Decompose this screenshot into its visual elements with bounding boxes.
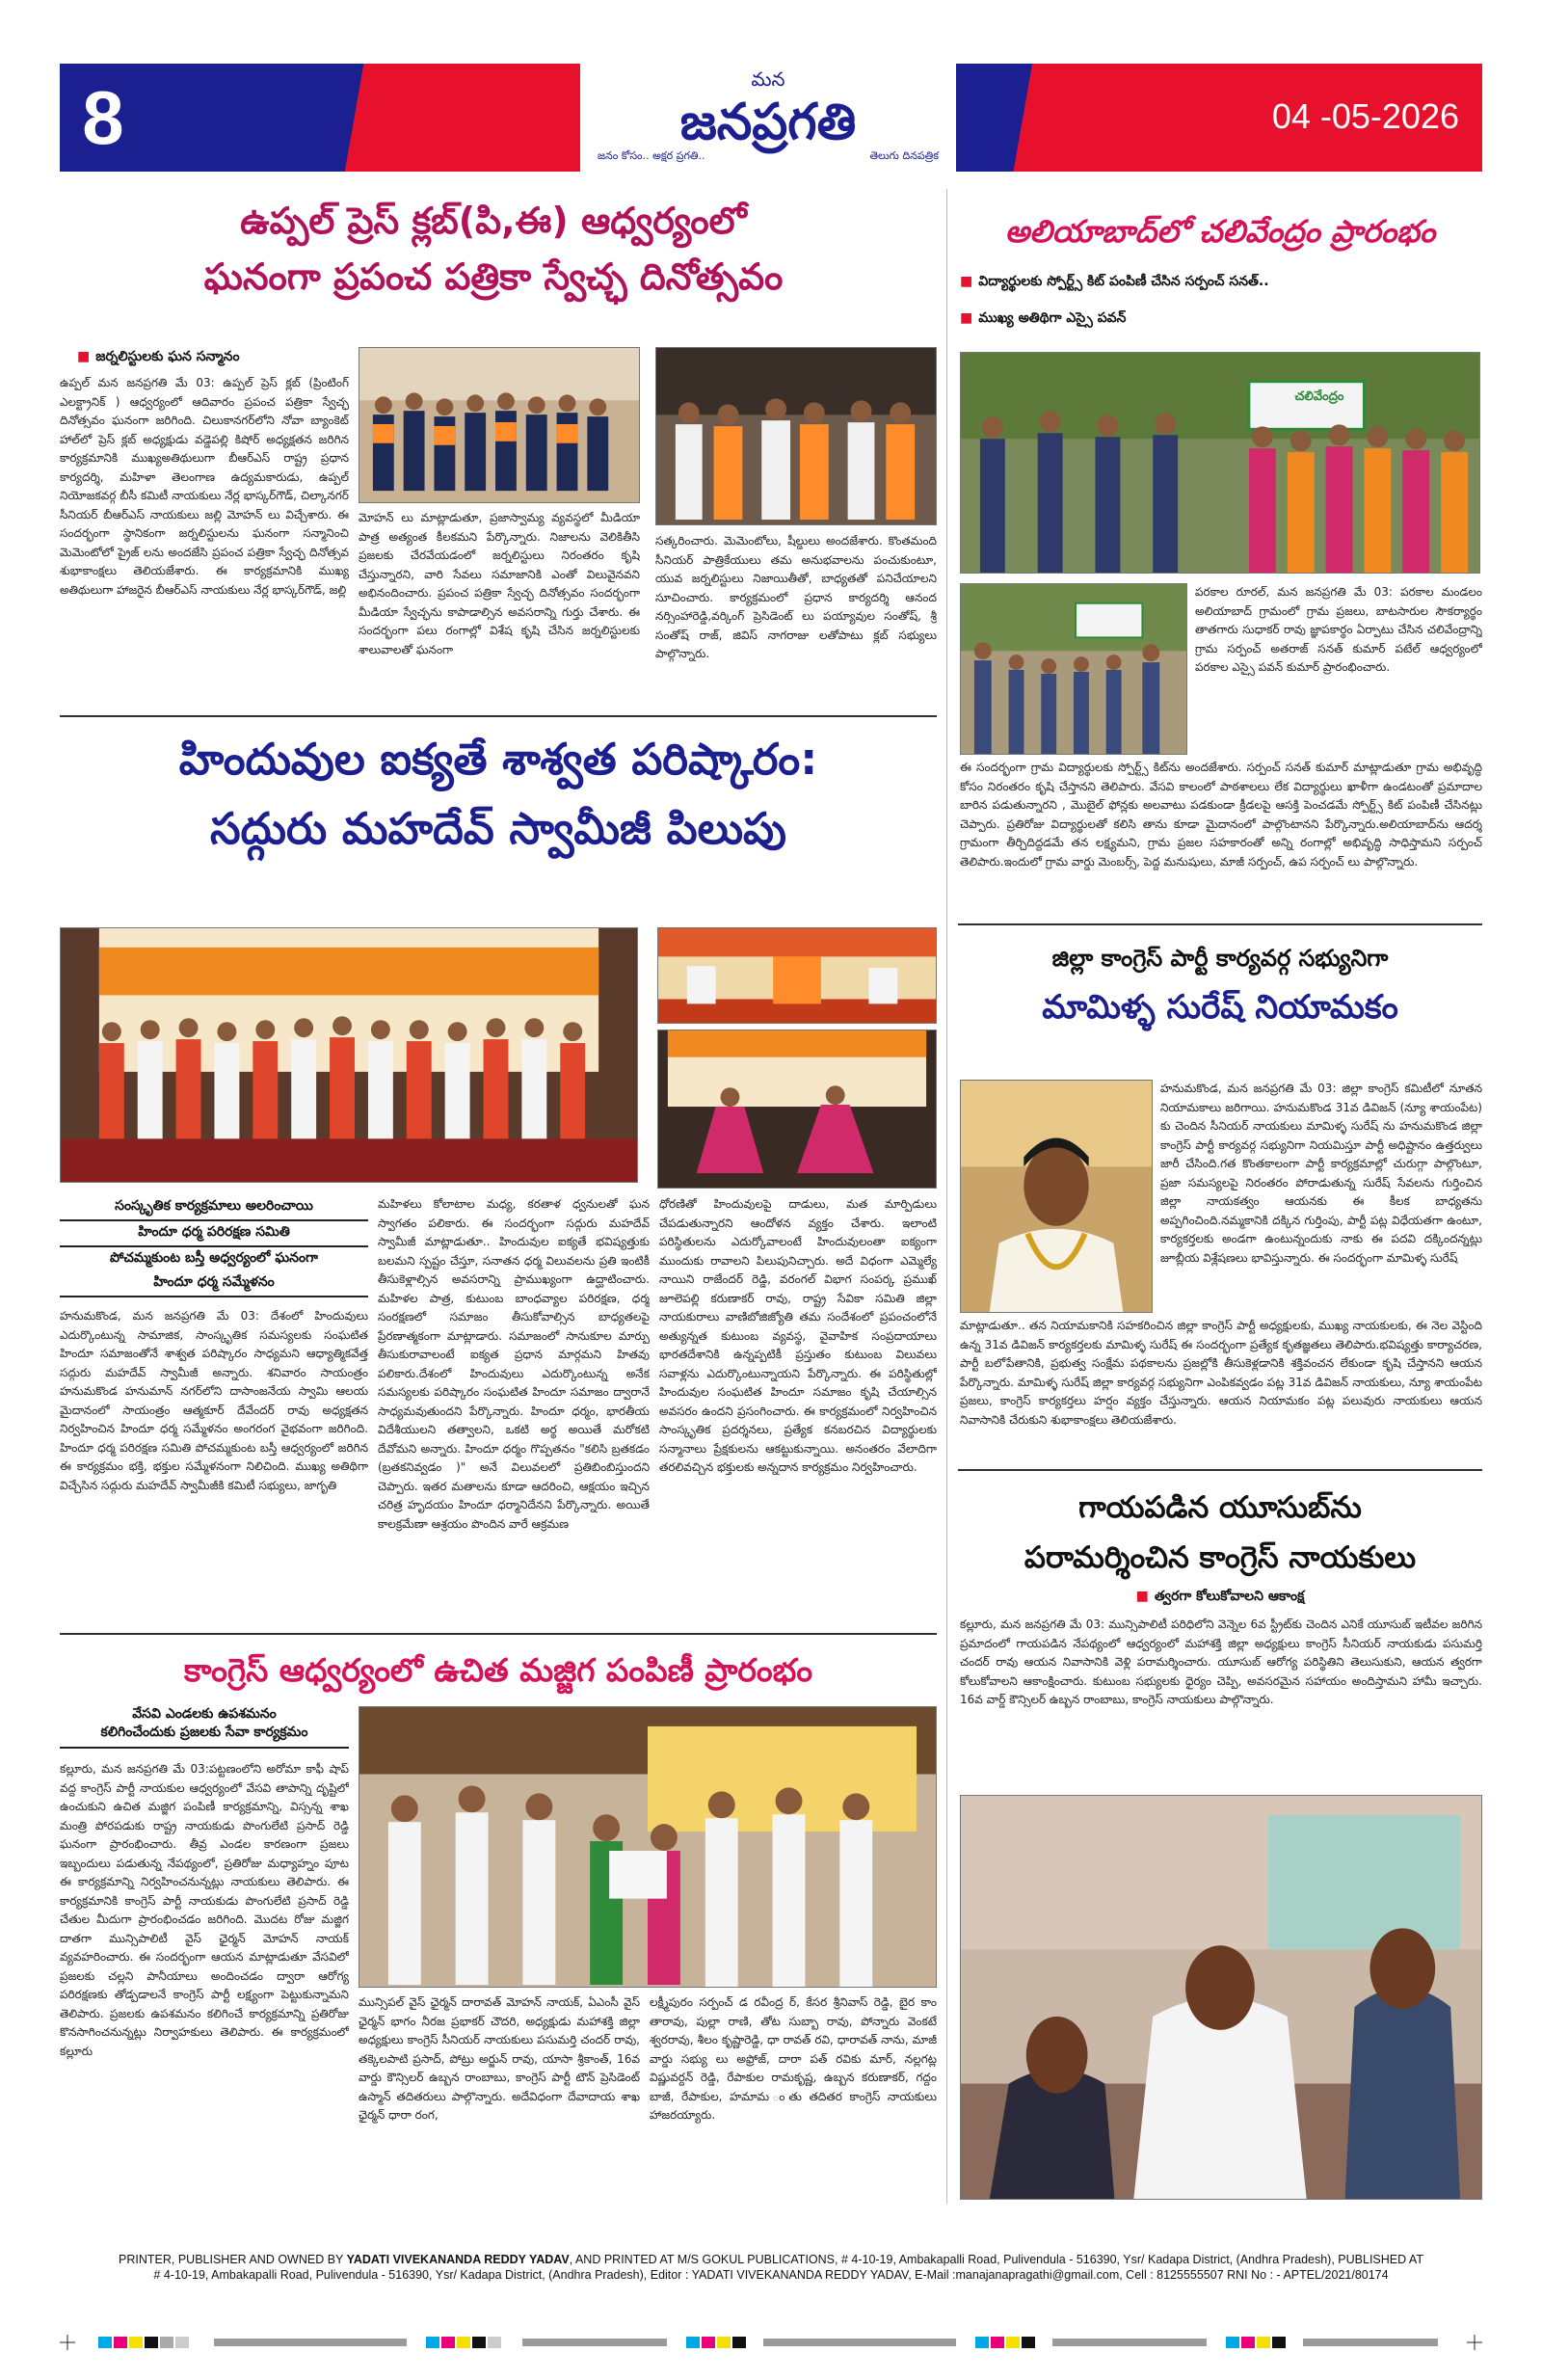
story1-column-2: మోహన్ లు మాట్లాడుతూ, ప్రజాస్వామ్య వ్యవస్థలో మీడియా పాత్ర అత్యంత కీలకమని పేర్కొన్నారు. నిజాలను వెలికితీసి ప్రజలకు చేరవేయడంలో జర్నలిస్టులు నిరంతరం కృషి చేస్తున్నారని, వారి సేవలు సమాజానికి ఎంతో విలువైనవని అభినందించారు. ప్రపంచ పత్రికా స్వేచ్ఛ దినోత్సవం సందర్భంగా మీడియా స్వేచ్ఛను కాపాడాల్సిన అవసరాన్ని గుర్తు చేశారు. ఈ సందర్భంగా పలు రంగాల్లో విశేష కృషి చేసిన జర్నలిస్టులకు శాలువాలతో ఘనంగా (359, 511, 640, 656)
story4-bullet-1: ■ విద్యార్థులకు స్పోర్ట్స్ కిట్ పంపిణీ చేసిన సర్పంచ్ సనత్.. (960, 274, 1269, 289)
story1-column-3: సత్కరించారు. మెమెంటోలు, షీల్డులు అందజేశారు. కొంతమంది సీనియర్ పాత్రికేయులు తమ అనుభవాలను పంచుకుంటూ, యువ జర్నలిస్టులు నిజాయితీతో, బాధ్యతతో పనిచేయాలని సూచించారు. కార్యక్రమంలో ప్రధాన కార్యదర్శి ఆనంద నర్సింహారెడ్డి,వర్కింగ్ ప్రెసిడెంట్ లు పయ్యావుల సంతోష్, శ్రీ సంతోష్ రాజ్, జివిస్ నాగరాజు లతోపాటు క్లబ్ సభ్యులు పాల్గొన్నారు. (655, 534, 937, 660)
logo-tagline-right: తెలుగు దినపత్రిక (869, 149, 939, 162)
imprint-footer (60, 2252, 1482, 2283)
story1-headline-line2: ఘనంగా ప్రపంచ పత్రికా స్వేచ్ఛ దినోత్సవం (203, 255, 784, 298)
story2-subheads (60, 1195, 368, 1297)
bullet-icon: ■ (960, 274, 973, 289)
story4-column-side: పరకాల రూరల్, మన జనప్రగతి మే 03: పరకాల మండలం అలియాబాద్ గ్రామంలో గ్రామ ప్రజలు, బాటసారుల సౌకర్యార్థం తాతగారు సుధాకర్ రావు జ్ఞాపకార్థం ఏర్పాటు చేసిన చలివేంద్రాన్ని గ్రామ సర్పంచ్ అతరాజ్ సనత్ కుమార్ పటేల్ ఆధ్వర్యంలో పరకాల ఎస్సై పవన్ కుమార్ ప్రారంభించారు. (1195, 585, 1482, 674)
masthead (60, 64, 1482, 172)
story4-bullet-2: ■ ముఖ్య అతిథిగా ఎస్సై పవన్ (960, 310, 1127, 326)
story2-headline (60, 725, 937, 864)
logo-tagline (580, 149, 956, 165)
story1-photo-felicitation (655, 347, 937, 525)
story2-photo-dais (657, 927, 937, 1024)
story3-subheads (60, 1706, 349, 1749)
story2-photo-dance (657, 1030, 937, 1189)
story6-headline (958, 1483, 1482, 1583)
story2-column-2: మహిళలు కోలాటాల మధ్య, కరతాళ ధ్వనులతో ఘన స్వాగతం పలికారు. ఈ సందర్భంగా సద్గురు మహదేవ్ స్వామీజీ మాట్లాడుతూ.. హిందువుల ఐక్యతే భవిష్యత్తుకు బలమని స్పష్టం చేస్తూ, సనాతన ధర్మ విలువలను ప్రతి ఇంటికీ తీసుకెళ్లాల్సిన అవసరాన్ని ప్రాముఖ్యంగా ఉద్ఘాటించారు. మహిళల పాత్ర, కుటుంబ బాంధవ్యాల పరిరక్షణ, ధర్మ సంరక్షణలో సమాజం తీసుకోవాల్సిన బాధ్యతలపై ప్రేరణాత్మకంగా మాట్లాడారు. సమాజంలో సానుకూల మార్పు తీసుకురావాలంటే ఐక్యత ప్రధాన మార్గమని హితవు పలికారు.దేశంలో హిందువులు ఎదుర్కొంటున్న అనేక సమస్యలకు పరిష్కారం సంఘటిత హిందూ సమాజం ద్వారానే సాధ్యమవుతుందని పేర్కొన్నారు. హిందూ ధర్మం, భారతీయ విదేశీయులని తత్వాలని, ఒకటి అర్థ అయితే మరోకటి దేవోమని అన్నారు. హిందూ ధర్మం గొప్పతనం "కలిసి బ్రతకడం (బ్రతకనివ్వడం )" అనే విలువలలో ప్రతిబింబిస్తుందని చెప్పారు. ఇతర మతాలను కూడా ఆదరించి, ఆక్షయం ఇచ్చిన చరిత్ర హృదయం హిందూ ధర్మానిదేనని పేర్కొన్నారు. అయితే కాలక్రమేణా ఆశ్రయం పొందిన వారే ఆక్రమణ (378, 1197, 650, 1531)
story5-photo-portrait (960, 1080, 1153, 1313)
story5-column-side: హనుమకొండ, మన జనప్రగతి మే 03: జిల్లా కాంగ్రెస్ కమిటీలో నూతన నియామకాలు జరిగాయి. హనుమకొండ 31వ డివిజన్ (న్యూ శాయంపేట) కు చెందిన సీనియర్ నాయకులు మామిళ్ళ సురేష్ ను హనుమకొండ జిల్లా కాంగ్రెస్ పార్టీ కార్యవర్గ సభ్యునిగా నియమిస్తూ పార్టీ అధిష్టానం ఉత్తర్వులు జారీ చేసింది.గత కొంతకాలంగా పార్టీ కార్యక్రమాల్లో చురుగ్గా పాల్గొంటూ, ప్రజా సమస్యలపై నిరంతరం పోరాడుతున్న సురేష్ సేవలను గుర్తించిన జిల్లా నాయకత్వం ఆయనకు ఈ కీలక బాధ్యతను అప్పగించింది.నమ్మకానికి దక్కిన గుర్తింపు, పార్టీ పట్ల విధేయతగా ఉంటూ, కార్యకర్తలకు అండగా ఉంటున్నందుకు నాకు ఈ పదవి దక్కిందన్నట్లు జూబ్లీయ విశ్లేషణలు భావిస్తున్నారు. ఈ సందర్భంగా మామిళ్ళ సురేష్ (1160, 1082, 1482, 1265)
story2-sub4: హిందూ ధర్మ సమ్మేళనం (60, 1271, 368, 1297)
divider (60, 715, 937, 717)
divider (60, 1633, 937, 1635)
divider (958, 1469, 1482, 1471)
page-number: 8 (60, 64, 146, 172)
story2-sub2: హిందూ ధర్మ పరిరక్షణ సమితి (60, 1221, 368, 1247)
story1-headline-line1: ఉప్పల్ ప్రెస్ క్లబ్(పి,ఈ) ఆధ్వర్యంలో (240, 200, 747, 242)
logo-main-text: జనప్రగతి (679, 94, 857, 151)
masthead-band-right (956, 64, 1482, 172)
column-divider (946, 189, 947, 2204)
story4-column-full: ఈ సందర్భంగా గ్రామ విద్యార్థులకు స్పోర్ట్స్ కిట్‌ను అందజేశారు. సర్పంచ్ సనత్ కుమార్ మాట్లాడుతూ గ్రామ అభివృద్ధి కోసం నిరంతరం కృషి చేస్తానని తెలిపారు. వేసవి కాలంలో పాఠశాలలు లేక విద్యార్థులు ఖాళీగా ఉండటంతో ప్రమాదాల బారిన పడుతున్నారని , మొబైల్ ఫోన్లకు అలవాటు పడకుండా క్రీడలపై ఆసక్తి పెంచడమే స్పోర్ట్స్ కిట్ పంపిణీ చేసినట్లు చెప్పారు. ప్రతిరోజు విద్యార్థులతో కలిసి తాను కూడా మైదానంలో పాల్గొంటానని పేర్కొన్నారు.అలియాబాద్‌ను ఆదర్శ గ్రామంగా తీర్చిదిద్దడమే తన లక్ష్యమని, గ్రామ ప్రజల సహకారంతో అన్ని రంగాల్లో అభివృద్ధి సాధిస్తామని సర్పంచ్ తెలిపారు.ఇందులో గ్రామ వార్డు మెంబర్స్, పెద్ద మనుషులు, మాజీ సర్పంచ్, ఉప సర్పంచ్ లు పాల్గొన్నారు. (960, 761, 1482, 869)
logo-tagline-left: జనం కోసం.. అక్షర ప్రగతి.. (598, 149, 705, 162)
logo-small-text: మన (751, 67, 785, 91)
story2-column-1: హనుమకొండ, మన జనప్రగతి మే 03: దేశంలో హిందువులు ఎదుర్కొంటున్న సామాజిక, సాంస్కృతిక సమస్యలకు సంఘటిత హిందూ సమాజంతోనే శాశ్వత పరిష్కారం సాధ్యమని ఆధ్యాత్మికవేత్త సద్గురు మహదేవ్ స్వామీజీ అన్నారు. శనివారం సాయంత్రం హనుమకొండ హనుమాన్ నగర్‌లోని దాసాంజనేయ స్వామి ఆలయ మైదానంలో సాయంత్రం ఆత్మకూర్ దేవేందర్ రావు అధ్యక్షతన నిర్వహించిన హిందూ ధర్మ సమ్మేళనం అంగరంగ వైభవంగా జరిగింది. హిందూ ధర్మ పరిరక్షణ సమితి పోచమ్మకుంట బస్తీ ఆధ్వర్యంలో జరిగిన ఈ కార్యక్రమం భక్తి, భక్తుల సమ్మేళనంగా నిలిచింది. ముఖ్య అతిథిగా విచ్చేసిన సద్గురు మహదేవ్ స్వామీజీకి కమిటీ సభ్యులు, జాగృతి (60, 1309, 368, 1492)
story1-column-1: ఉప్పల్ మన జనప్రగతి మే 03: ఉప్పల్ ప్రెస్ క్లబ్ (ప్రింటింగ్ ఎలక్ట్రానిక్ ) ఆధ్వర్యంలో ఆదివారం ప్రపంచ పత్రికా స్వేచ్ఛ దినోత్సవం ఘనంగా జరిగింది. చిలుకానగర్‌లోని నోవా బ్యాంకెట్ హాల్‌లో ప్రెస్ క్లబ్ అధ్యక్షుడు వడ్డెపల్లి కిషోర్ అధ్యక్షతన జరిగిన కార్యక్రమానికి ముఖ్యఅతిథులుగా బీఆర్ఎస్ రాష్ట్ర ప్రధాన కార్యదర్శి, మహిళా తెలంగాణ ఉద్యమకారుడు, ఉప్పల్ నియోజకవర్గ బీసీ కమిటీ నాయకులు నేర్ల భాస్కర్‌గౌడ్, చిల్కానగర్ సీనియర్ బీఆర్ఎస్ నాయకులు జల్లి మోహన్ లు విచ్చేశారు. ఈ సందర్భంగా స్థానికంగా జర్నలిస్టులను ఘనంగా సన్మానించి మెమెంటోలో ప్రైజ్ లను అందజేసి ప్రపంచ పత్రికా స్వేచ్ఛ దినోత్సవ శుభాకాంక్షలు తెలియజేశారు. ఈ కార్యక్రమానికి ముఖ్య అతిథులుగా హాజరైన బీఆర్ఎస్ నాయకులు నేర్ల భాస్కర్‌గౌడ్, జల్లి (60, 376, 349, 597)
story4-photo-chalivendram (960, 352, 1480, 574)
bullet-icon: ■ (77, 349, 91, 364)
story3-sub1: వేసవి ఎండలకు ఉపశమనం (132, 1706, 277, 1722)
story3-headline: కాంగ్రెస్ ఆధ్వర్యంలో ఉచిత మజ్జిగ పంపిణీ ప్రారంభం (183, 1651, 813, 1689)
bullet-icon: ■ (1135, 1589, 1149, 1604)
story6-body: కల్లూరు, మన జనప్రగతి మే 03: మున్సిపాలిటీ పరిధిలోని వెన్నెల 6వ స్ట్రీట్‌కు చెందిన ఎనికే యూసుబ్ ఇటీవల జరిగిన ప్రమాదంలో గాయపడిన నేపథ్యంలో ఆధ్వర్యంలో మహాశక్తి జిల్లా అధ్యక్షులు కాంగ్రెస్ సీనియర్ నాయకుడు పసుమర్తి చందర్ రావు ఆయన నివాసానికి వెళ్లి పరామర్శించారు. యూసుబ్ ఆరోగ్య పరిస్థితిని తెలుసుకుని, ఆయన త్వరగా కోలుకోవాలని ఆకాంక్షించారు. కుటుంబ సభ్యులకు ధైర్యం చెప్పి, అవసరమైన సహాయం అందిస్తామని హామీ ఇచ్చారు. 16వ వార్డ్ కౌన్సిలర్ ఉబ్బన రాంబాబు, కాంగ్రెస్ నాయకులు పాల్గొన్నారు. (960, 1618, 1482, 1706)
story2-photo-stage (60, 927, 638, 1183)
story1-headline (60, 193, 927, 305)
story2-sub1: సంస్కృతిక కార్యక్రమాలు అలరించాయి (60, 1195, 368, 1221)
chalivendram-banner: చలివేంద్రం (1294, 389, 1344, 404)
story6-headline-line1: గాయపడిన యూసుబ్‌ను (1078, 1490, 1362, 1525)
story2-sub3: పోచమ్మకుంట బస్తీ అధ్వర్యంలో ఘనంగా (110, 1250, 318, 1266)
story2-headline-line2: సద్గురు మహదేవ్ స్వామీజీ పిలుపు (210, 803, 786, 854)
imprint-line-2: # 4-10-19, Ambakapalli Road, Pulivendula - 516390, Ysr/ Kadapa District, (Andhra Pradesh), Editor : YADATI VIVEKANANDA REDDY YADAV, E-Mail :manajanapragathi@gmail.com, Cell : 8125555507 RNI No : - APTEL/2021/80174 (153, 2268, 1389, 2282)
issue-date: 04 -05-2026 (1271, 96, 1459, 136)
story3-column-1: కల్లూరు, మన జనప్రగతి మే 03:పట్టణంలోని అరోమా కాఫీ షాప్ వద్ద కాంగ్రెస్ పార్టీ నాయకుల ఆధ్వర్యంలో వేసవి తాపాన్ని దృష్టిలో ఉంచుకుని ఉచిత మజ్జిగ పంపిణీ కార్యక్రమాన్ని, విస్సన్న శాఖ మంత్రి పోరపడుకు రాష్ట్ర నాయకుడు పొంగులేటి ప్రసాద్ రెడ్డి ఘనంగా ప్రారంభించారు. తీవ్ర ఎండల కారణంగా ప్రజలు ఇబ్బందులు పడుతున్న నేపథ్యంలో, ప్రతిరోజు మధ్యాహ్నం పూట ఈ కార్యక్రమాన్ని నిర్వహించనున్నట్లు నాయకులు తెలిపారు. ఈ కార్యక్రమానికి కాంగ్రెస్ పార్టీ నాయకుడు పొంగులేటి ప్రసాద్ రెడ్డి చేతుల మీదుగా ప్రారంభించడం జరిగింది. మొదట రోజు మజ్జిగ దాతగా మున్సిపాలిటీ వైస్ ఛైర్మన్ మోహన్ నాయక్ వ్యవహరించారు. ఈ సందర్భంగా ఆయన మాట్లాడుతూ వేసవిలో ప్రజలకు చల్లని పానీయాలు అందించడం ద్వారా ఆరోగ్య పరిరక్షణకు తోడ్పడాలనే కాంగ్రెస్ పార్టీ లక్ష్యంగా పెట్టుకున్నామని తెలిపారు. ప్రజలకు ఉపశమనం కలిగించే కార్యక్రమాన్ని ప్రతిరోజు కొనసాగించనున్నట్లు నిర్వాహకులు తెలిపారు. ఈ కార్యక్రమంలో కల్లూరు (60, 1762, 349, 2058)
bullet-icon: ■ (960, 310, 973, 326)
story6-photo-visit (960, 1795, 1482, 2200)
story6-headline-line2: పరామర్శించిన కాంగ్రెస్ నాయకులు (1024, 1540, 1417, 1575)
story3-column-3: లక్ష్మీపురం సర్పంచ్ డ రవీంద్ర ర్, కేసర శ్రీనివాస్ రెడ్డి, బైర కాం తారావు, పుల్లా రాణి, తోట సుబ్బా రావు, పోన్నారు వెంకటే శ్వరరావు, శీలం కృష్ణారెడ్డి, ధా రావత్ రవి, ధారావత్ నాను, మాజీ వార్డు సభ్యు లు అఫ్రోజ్, దారా పత్ రవికు మార్, నల్లగట్ల విష్ణువర్దన్ రెడ్డి, రేపాకుల రామకృష్ణ, ఉబ్బన కరుణాకర్, గద్దం బాజీ, రేపాకుల, హమామ ంతు తదితర కాంగ్రెస్ నాయకులు హాజరయ్యారు. (650, 1995, 937, 2122)
story1-bullet: ■ జర్నలిస్టులకు ఘన సన్మానం (77, 349, 240, 364)
story2-headline-line1: హిందువుల ఐక్యతే శాశ్వత పరిష్కారం: (178, 734, 818, 785)
story1-photo-group (359, 347, 640, 503)
story6-bullet: ■ త్వరగా కోలుకోవాలని ఆకాంక్ష (1135, 1589, 1305, 1604)
story4-headline: అలియాబాద్‌లో చలివేంద్రం ప్రారంభం (1004, 213, 1436, 250)
divider (958, 923, 1482, 925)
story3-column-2: మున్సిపల్ వైస్ ఛైర్మన్ దారావత్ మోహన్ నాయక్, ఏఎంసీ వైస్ ఛైర్మన్ భాగం నీరజ ప్రభాకర్ చౌదరి, అధ్యక్షుడు మహాశక్తి జిల్లా అధ్యక్షులు కాంగ్రెస్ సీనియర్ నాయకులు పసుమర్తి చందర్ రావు, తక్కెలపాటి ప్రసాద్, పోట్రు అర్జున్ రావు, యాసా శ్రీకాంత్, 16వ వార్డు కౌన్సిలర్ ఉబ్బన రాంబాబు, కాంగ్రెస్ పార్టీ టౌన్ ప్రెసిడెంట్ ఉస్మాన్ తదితరులు పాల్గొన్నారు. అదేవిధంగా దేవాదాయ శాఖ ఛైర్మన్ ధారా రంగ, (359, 1995, 640, 2122)
story5-headline-line1: జిల్లా కాంగ్రెస్ పార్టీ కార్యవర్గ సభ్యునిగా (1051, 945, 1389, 972)
story3-sub2: కలిగించేందుకు ప్రజలకు సేవా కార్యక్రమం (60, 1725, 349, 1749)
story3-photo-buttermilk (359, 1706, 937, 1988)
masthead-band-left (146, 64, 580, 172)
imprint-line-1: PRINTER, PUBLISHER AND OWNED BY YADATI VIVEKANANDA REDDY YADAV, AND PRINTED AT M/S GOKUL PUBLICATIONS, # 4-10-19, Ambakapalli Road, Pulivendula - 516390, Ysr/ Kadapa District, (Andhra Pradesh), PUBLISHED AT (119, 2253, 1423, 2266)
story4-photo-children (960, 583, 1187, 755)
print-registration-bar (60, 2333, 1482, 2352)
story2-column-3: ధోరణితో హిందువులపై దాడులు, మత మార్పిడులు చేపడుతున్నారని ఆందోళన వ్యక్తం చేశారు. ఇలాంటి పరిస్థితులను ఎదుర్కోవాలంటే హిందువులంతా ఐక్యంగా ముందుకు రావాలని పిలుపునిచ్చారు. అదే విధంగా ఎమ్మెల్యే నాయిని రాజేందర్ రెడ్డి, వరంగల్ విభాగ సంపర్క ప్రముఖ్ జూలెపల్లి కరుణాకర్ రావు, రాష్ట్ర సేవికా సమితి జిల్లా నాయకురాలు వాణిబోజిజ్యోతి తమ సందేశంలో ప్రపంచంలోనే అత్యున్నత కుటుంబ వ్యవస్థ, వైవాహిక సంప్రదాయాలు భారతదేశానికి ఉన్నప్పటికీ ప్రస్తుతం కుటుంబ విలువలు సవాళ్లను ఎదుర్కొంటున్నాయని పేర్కొన్నారు. ఈ పరిస్థితుల్లో హిందువుల సంఘటిత హిందూ సమాజం కృషి చేయాల్సిన అవసరం ఉందని ప్రసంగించారు. ఈ కార్యక్రమంలో నిర్వహించిన సాంస్కృతిక ప్రదర్శనలు, ప్రత్యేక కనబరచిన విద్యార్థులకు సన్మానాలు ప్రేక్షకులను ఆకట్టుకున్నాయి. అనంతరం వేలాదిగా తరలివచ్చిన భక్తులకు అన్నదాన కార్యక్రమం నిర్వహించారు. (659, 1197, 937, 1474)
story5-column-full: మాట్లాడుతూ.. తన నియామకానికి సహకరించిన జిల్లా కాంగ్రెస్ పార్టీ అధ్యక్షులకు, ముఖ్య నాయకులకు, ఈ నెల వెస్టింది ఉన్న 31వ డివిజన్ కార్యకర్తలకు మామిళ్ళ సురేష్ ఈ సందర్భంగా ప్రత్యేక కృతజ్ఞతలు తెలిపారు.భవిష్యత్తు కార్యాచరణ, పార్టీ బలోపేతానికి, ప్రభుత్వ సంక్షేమ పథకాలను ప్రజల్లోకి తీసుకెళ్లడానికి శక్తివంచన లేకుండా కృషి చేస్తానని ఆయన పేర్కొన్నారు. మామిళ్ళ సురేష్ జిల్లా కార్యవర్గ సభ్యునిగా ఎంపికవ్వడం పట్ల 31వ డివిజన్ నాయకులు, న్యూ శాయంపేట ప్రజలు, కాంగ్రెస్ కార్యకర్తలు హర్షం వ్యక్తం చేస్తున్నారు. ఆయన నియామకం పట్ల పలువురు నాయకులు ఆయన నివాసానికి చేరుకుని శుభాకాంక్షలు తెలియజేశారు. (960, 1319, 1482, 1427)
newspaper-logo (580, 64, 956, 172)
story5-headline-line2: మామిళ్ళ సురేష్ నియామకం (1042, 988, 1398, 1027)
